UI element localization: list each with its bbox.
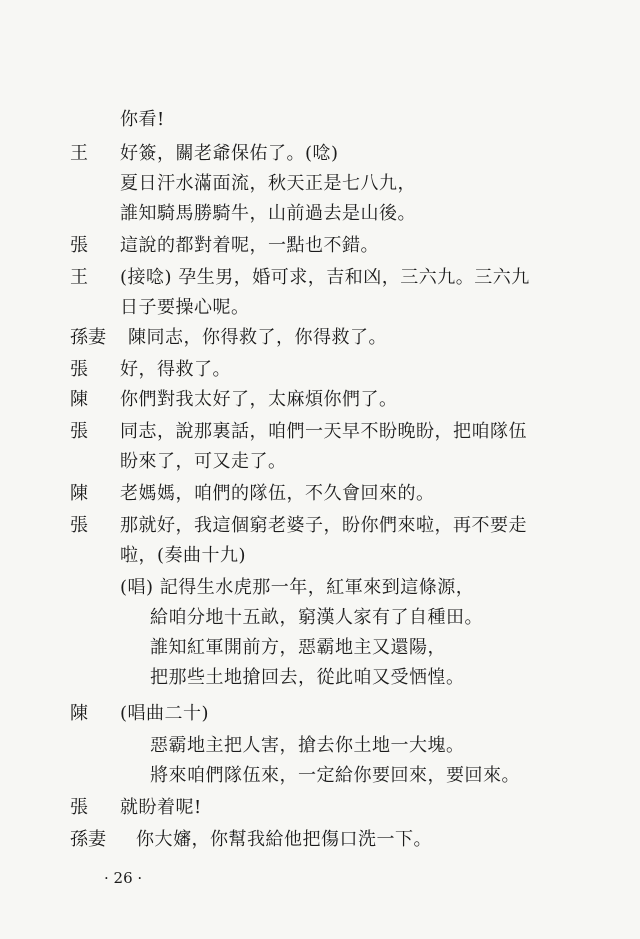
- dialogue-line: 同志，說那裏話，咱們一天早不盼晚盼，把咱隊伍: [120, 421, 527, 442]
- speaker-label: 陳: [70, 483, 88, 504]
- song-line: 誰知紅軍開前方，惡霸地主又還陽，: [150, 637, 446, 658]
- speaker-label: 王: [70, 143, 88, 164]
- dialogue-line: 盼來了，可又走了。: [120, 451, 287, 472]
- song-line: 惡霸地主把人害，搶去你土地一大塊。: [150, 735, 465, 756]
- speaker-label: 陳: [70, 389, 88, 410]
- speaker-label: 張: [70, 359, 88, 380]
- dialogue-line: 你看!: [120, 109, 165, 130]
- speaker-label: 張: [70, 797, 88, 818]
- dialogue-line: 啦，(奏曲十九): [120, 545, 247, 566]
- song-line: 把那些土地搶回去，從此咱又受恓惶。: [150, 667, 465, 688]
- dialogue-line: 那就好，我這個窮老婆子，盼你們來啦，再不要走: [120, 515, 527, 536]
- song-line: 將來咱們隊伍來，一定給你要回來，要回來。: [150, 765, 520, 786]
- stage-direction: (唱曲二十): [120, 703, 210, 724]
- speaker-label: 張: [70, 421, 88, 442]
- dialogue-line: 這說的都對着呢，一點也不錯。: [120, 235, 379, 256]
- song-line: (唱) 記得生水虎那一年，紅軍來到這條源，: [120, 577, 475, 598]
- dialogue-line: 老媽媽，咱們的隊伍，不久會回來的。: [120, 483, 435, 504]
- song-line: 給咱分地十五畝，窮漢人家有了自種田。: [150, 607, 483, 628]
- verse-line: 夏日汗水滿面流，秋天正是七八九，: [120, 173, 416, 194]
- dialogue-line: 好，得救了。: [120, 359, 231, 380]
- speaker-label: 孫妻: [70, 829, 106, 850]
- dialogue-line: 日子要操心呢。: [120, 297, 250, 318]
- verse-line: 誰知騎馬勝騎牛，山前過去是山後。: [120, 203, 416, 224]
- dialogue-line: 就盼着呢!: [120, 797, 202, 818]
- speaker-label: 王: [70, 267, 88, 288]
- speaker-label: 孫妻: [70, 327, 106, 348]
- speaker-label: 張: [70, 235, 88, 256]
- dialogue-line: 陳同志，你得救了，你得救了。: [128, 327, 387, 348]
- speaker-label: 陳: [70, 703, 88, 724]
- dialogue-line: (接唸) 孕生男，婚可求，吉和凶，三六九。三六九: [120, 267, 530, 288]
- dialogue-line: 你大嬸，你幫我給他把傷口洗一下。: [136, 829, 432, 850]
- dialogue-line: 你們對我太好了，太麻煩你們了。: [120, 389, 398, 410]
- page-number: · 26 ·: [104, 869, 143, 887]
- dialogue-line: 好簽，關老爺保佑了。(唸): [120, 143, 339, 164]
- speaker-label: 張: [70, 515, 88, 536]
